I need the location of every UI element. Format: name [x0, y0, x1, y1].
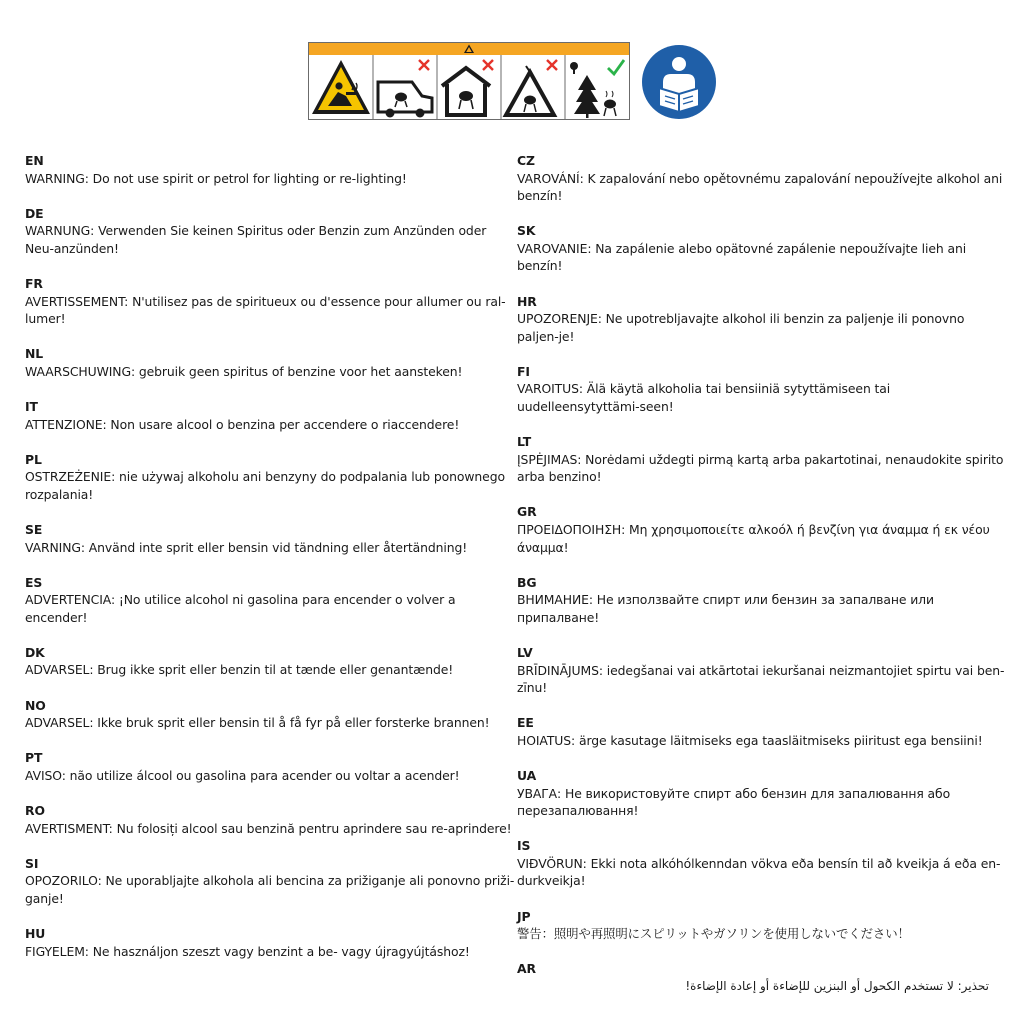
language-code: HR: [517, 293, 537, 309]
warning-text: OSTRZEŻENIE: nie używaj alkoholu ani benzyny do podpalania lub ponownego rozpalania!: [25, 469, 505, 502]
warning-entry-en: [25, 152, 515, 187]
warning-entry-se: [25, 521, 515, 556]
warning-entry-es: [25, 574, 515, 627]
warning-text: VAROVÁNÍ: K zapalování nebo opětovnému zapalování nepoužívejte alkohol ani benzín!: [517, 170, 1003, 204]
warning-text: ΠΡΟΕΙΔΟΠΟΙΗΣΗ: Μη χρησιμοποιείτε αλκοόλ ή βενζίνη για άναμμα ή εκ νέου άναμμα!: [517, 522, 990, 555]
warning-text: AVERTISSEMENT: N'utilisez pas de spiritueux ou d'essence pour allumer ou ral-lumer!: [25, 293, 506, 327]
language-code: FI: [517, 363, 530, 379]
warning-entry-pt: [25, 749, 515, 784]
language-code: DK: [25, 644, 45, 660]
warning-entry-hr: [517, 293, 1005, 346]
language-code: RO: [25, 802, 45, 818]
language-code: LT: [517, 434, 532, 450]
warning-entry-it: [25, 398, 515, 433]
warning-text: ADVARSEL: Ikke bruk sprit eller bensin til å få fyr på eller forsterke brannen!: [25, 715, 490, 731]
warning-entry-fr: [25, 275, 515, 328]
warning-entry-nl: [25, 345, 515, 380]
warning-entry-lt: [517, 433, 1005, 486]
language-code: BG: [517, 574, 537, 590]
warning-text: HOIATUS: ärge kasutage läitmiseks ega taasläitmiseks piiritust ega bensiini!: [517, 732, 983, 748]
language-code: PL: [25, 451, 42, 467]
language-code: FR: [25, 275, 43, 291]
language-code: NL: [25, 346, 44, 362]
warning-text: ADVERTENCIA: ¡No utilice alcohol ni gasolina para encender o volver a encender!: [25, 592, 456, 625]
language-code: SI: [25, 855, 39, 871]
read-manual-icon: [641, 44, 717, 120]
warnings-left-column: [25, 152, 515, 978]
language-code: HU: [25, 925, 46, 941]
safety-pictogram-strip: [308, 42, 630, 120]
language-code: NO: [25, 697, 46, 713]
warning-text: FIGYELEM: Ne használjon szeszt vagy benzint a be- vagy újragyújtáshoz!: [25, 943, 470, 959]
warning-entry-gr: [517, 503, 1005, 556]
language-code: IT: [25, 398, 38, 414]
warning-text: OPOZORILO: Ne uporabljajte alkohola ali bencina za prižiganje ali ponovno priži-ganje!: [25, 873, 515, 906]
warning-entry-hu: [25, 925, 515, 960]
warning-entry-cz: [517, 152, 1005, 205]
warning-entry-no: [25, 697, 515, 732]
warning-text: VAROITUS: Älä käytä alkoholia tai bensiiniä sytyttämiseen tai uudelleensytyttämi-seen!: [517, 381, 891, 415]
warning-entry-lv: [517, 644, 1005, 697]
warning-text: ATTENZIONE: Non usare alcool o benzina per accendere o riaccendere!: [25, 416, 460, 432]
language-code: IS: [517, 838, 531, 854]
language-code: DE: [25, 205, 44, 221]
warning-entry-ee: [517, 714, 1005, 749]
language-code: EE: [517, 715, 534, 731]
warning-text: UPOZORENJE: Ne upotrebljavajte alkohol ili benzin za paljenje ili ponovno paljen-je!: [517, 311, 965, 344]
warning-entry-is: [517, 837, 1005, 890]
warning-text: 警告：照明や再照明にスピリットやガソリンを使用しないでください！: [517, 926, 910, 942]
language-code: ES: [25, 574, 43, 590]
warning-text: BRĪDINĀJUMS: iedegšanai vai atkārtotai iekuršanai neizmantojiet spirtu vai ben-zīnu!: [517, 662, 1005, 696]
language-code: UA: [517, 767, 537, 783]
warning-entry-ro: [25, 802, 515, 837]
warning-text: VAROVANIE: Na zapálenie alebo opätovné zapálenie nepoužívajte lieh ani benzín!: [517, 240, 967, 274]
warning-text: AVERTISMENT: Nu folosiți alcool sau benzină pentru aprindere sau re-aprindere!: [25, 820, 512, 836]
warning-entry-dk: [25, 644, 515, 679]
language-code: CZ: [517, 153, 535, 168]
warning-text: VARNING: Använd inte sprit eller bensin vid tändning eller återtändning!: [25, 539, 468, 555]
language-code: EN: [25, 153, 44, 168]
language-code: SK: [517, 223, 536, 239]
warning-entry-de: [25, 205, 515, 258]
warning-text: تحذير: لا تستخدم الكحول أو البنزين للإضاءة أو إعادة الإضاءة!: [685, 978, 989, 993]
language-code: SE: [25, 521, 43, 537]
language-code: JP: [517, 908, 531, 924]
language-code: PT: [25, 750, 43, 766]
warning-entry-ar: [517, 960, 1005, 995]
warning-text: AVISO: não utilize álcool ou gasolina para acender ou voltar a acender!: [25, 767, 460, 783]
warning-entry-si: [25, 855, 515, 908]
warning-entry-jp: [517, 908, 1005, 943]
warning-text: WARNUNG: Verwenden Sie keinen Spiritus oder Benzin zum Anzünden oder Neu-anzünden!: [25, 223, 487, 256]
language-code: GR: [517, 504, 537, 520]
warning-entry-sk: [517, 222, 1005, 275]
warning-text: УВАГА: Не використовуйте спирт або бензин для запалювання або перезапалювання!: [517, 785, 951, 819]
warning-text: WARNING: Do not use spirit or petrol for lighting or re-lighting!: [25, 170, 407, 186]
warning-entry-pl: [25, 451, 515, 504]
warning-text: WAARSCHUWING: gebruik geen spiritus of benzine voor het aansteken!: [25, 363, 463, 379]
warnings-right-column: [517, 152, 1005, 1013]
warning-entry-ua: [517, 767, 1005, 820]
warning-text: VIÐVÖRUN: Ekki nota alkóhólkenndan vökva eða bensín til að kveikja á eða en-durkveikja!: [517, 855, 1001, 889]
safety-pictogram-svg: [308, 42, 630, 120]
language-code: AR: [517, 961, 536, 977]
warning-text: ĮSPĖJIMAS: Norėdami uždegti pirmą kartą arba pakartotinai, nenaudokite spirito arba benzino!: [517, 451, 1004, 485]
warning-entry-fi: [517, 363, 1005, 416]
warning-text: ADVARSEL: Brug ikke sprit eller benzin til at tænde eller genantænde!: [25, 662, 454, 678]
warning-entry-bg: [517, 574, 1005, 627]
language-code: LV: [517, 644, 533, 660]
warning-text: ВНИМАНИЕ: Не използвайте спирт или бензин за запалване или припалване!: [517, 592, 934, 625]
